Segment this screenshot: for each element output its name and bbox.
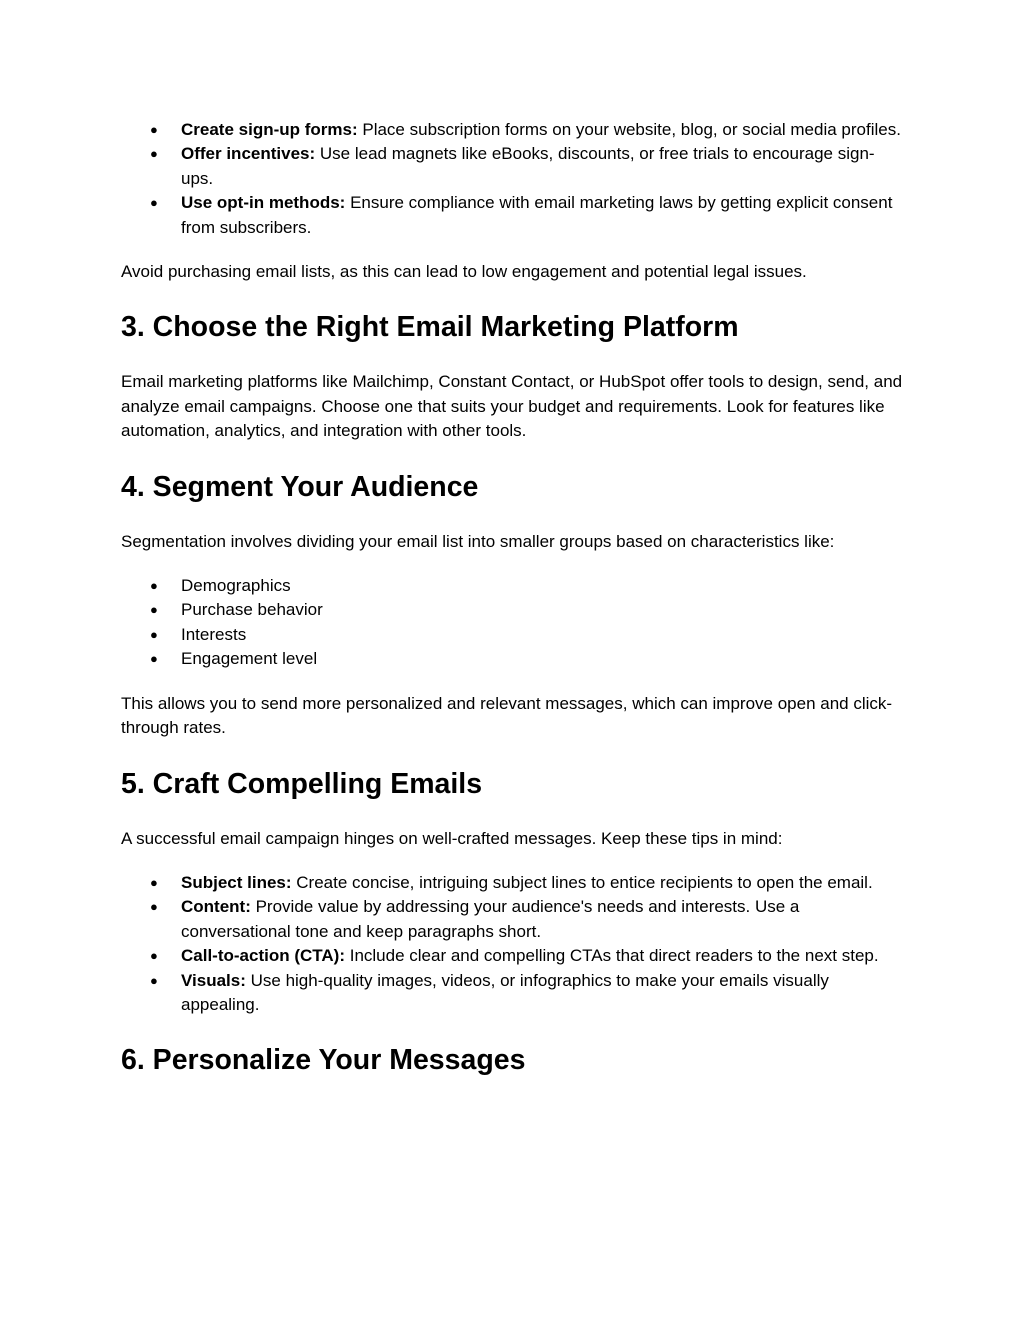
bullet-icon: ● (150, 874, 158, 890)
bullet-icon: ● (150, 195, 158, 211)
list-item-term: Use opt-in methods: (181, 193, 346, 213)
list-item-text: Include clear and compelling CTAs that direct readers to the next step. (345, 946, 879, 966)
heading-segment-audience: 4. Segment Your Audience (121, 470, 479, 503)
list-item-term: Content: (181, 897, 251, 917)
list-item-text: Use high-quality images, videos, or infographics to make your emails visually appealing. (181, 970, 829, 1014)
bullet-icon: ● (150, 626, 158, 642)
list-item-term: Call-to-action (CTA): (181, 946, 345, 966)
list-item (121, 895, 901, 944)
document-page (121, 118, 921, 1078)
list-item (121, 969, 901, 1018)
list-item-text: Create concise, intriguing subject lines to entice recipients to open the email. (291, 872, 873, 892)
bullet-icon: ● (150, 122, 158, 137)
list-item-text: Interests (181, 624, 247, 644)
list-item-text: Provide value by addressing your audience's needs and interests. Use a conversational tone and keep paragraphs short. (181, 897, 800, 941)
bullet-icon: ● (150, 899, 158, 915)
bullet-icon: ● (150, 651, 158, 667)
signup-tips-list (121, 118, 921, 240)
list-item-text: Use lead magnets like eBooks, discounts, or free trials to encourage sign-ups. (181, 144, 875, 188)
list-item (121, 944, 901, 968)
list-item-text: Ensure compliance with email marketing laws by getting explicit consent from subscribers. (181, 193, 893, 237)
list-item (121, 647, 901, 671)
list-item (121, 871, 901, 895)
list-item-term: Subject lines: (181, 872, 292, 892)
list-item-term: Offer incentives: (181, 144, 316, 164)
list-item (121, 623, 901, 647)
list-item (121, 191, 901, 240)
paragraph-avoid-lists: Avoid purchasing email lists, as this can lead to low engagement and potential legal issues. (121, 262, 807, 282)
paragraph-personalized: This allows you to send more personalized and relevant messages, which can improve open and click-through rates. (121, 693, 893, 738)
list-item-term: Visuals: (181, 970, 246, 990)
list-item-term: Create sign-up forms: (181, 120, 358, 139)
paragraph-segmentation: Segmentation involves dividing your email list into smaller groups based on characteristics like: (121, 531, 835, 551)
list-item-text: Demographics (181, 576, 291, 596)
heading-craft-emails: 5. Craft Compelling Emails (121, 767, 483, 800)
list-item-text: Place subscription forms on your website, blog, or social media profiles. (357, 120, 901, 139)
list-item (121, 142, 901, 191)
list-item-text: Purchase behavior (181, 600, 323, 620)
heading-personalize: 6. Personalize Your Messages (121, 1044, 526, 1077)
bullet-icon: ● (150, 602, 158, 618)
bullet-icon: ● (150, 948, 158, 964)
email-tips-list (121, 871, 921, 1017)
heading-choose-platform: 3. Choose the Right Email Marketing Platform (121, 311, 739, 344)
list-item (121, 598, 901, 622)
paragraph-tips-intro: A successful email campaign hinges on well-crafted messages. Keep these tips in mind: (121, 828, 783, 848)
segments-list (121, 574, 921, 672)
bullet-icon: ● (150, 578, 158, 594)
list-item-text: Engagement level (181, 649, 318, 669)
list-item (121, 574, 901, 598)
bullet-icon: ● (150, 972, 158, 988)
list-item (121, 118, 901, 142)
bullet-icon: ● (150, 146, 158, 162)
paragraph-platforms: Email marketing platforms like Mailchimp, Constant Contact, or HubSpot offer tools to design, send, and analyze email campaigns. Choose one that suits your budget and requirements. Look for features like automation, analytics, and integration with other tools. (121, 372, 903, 441)
